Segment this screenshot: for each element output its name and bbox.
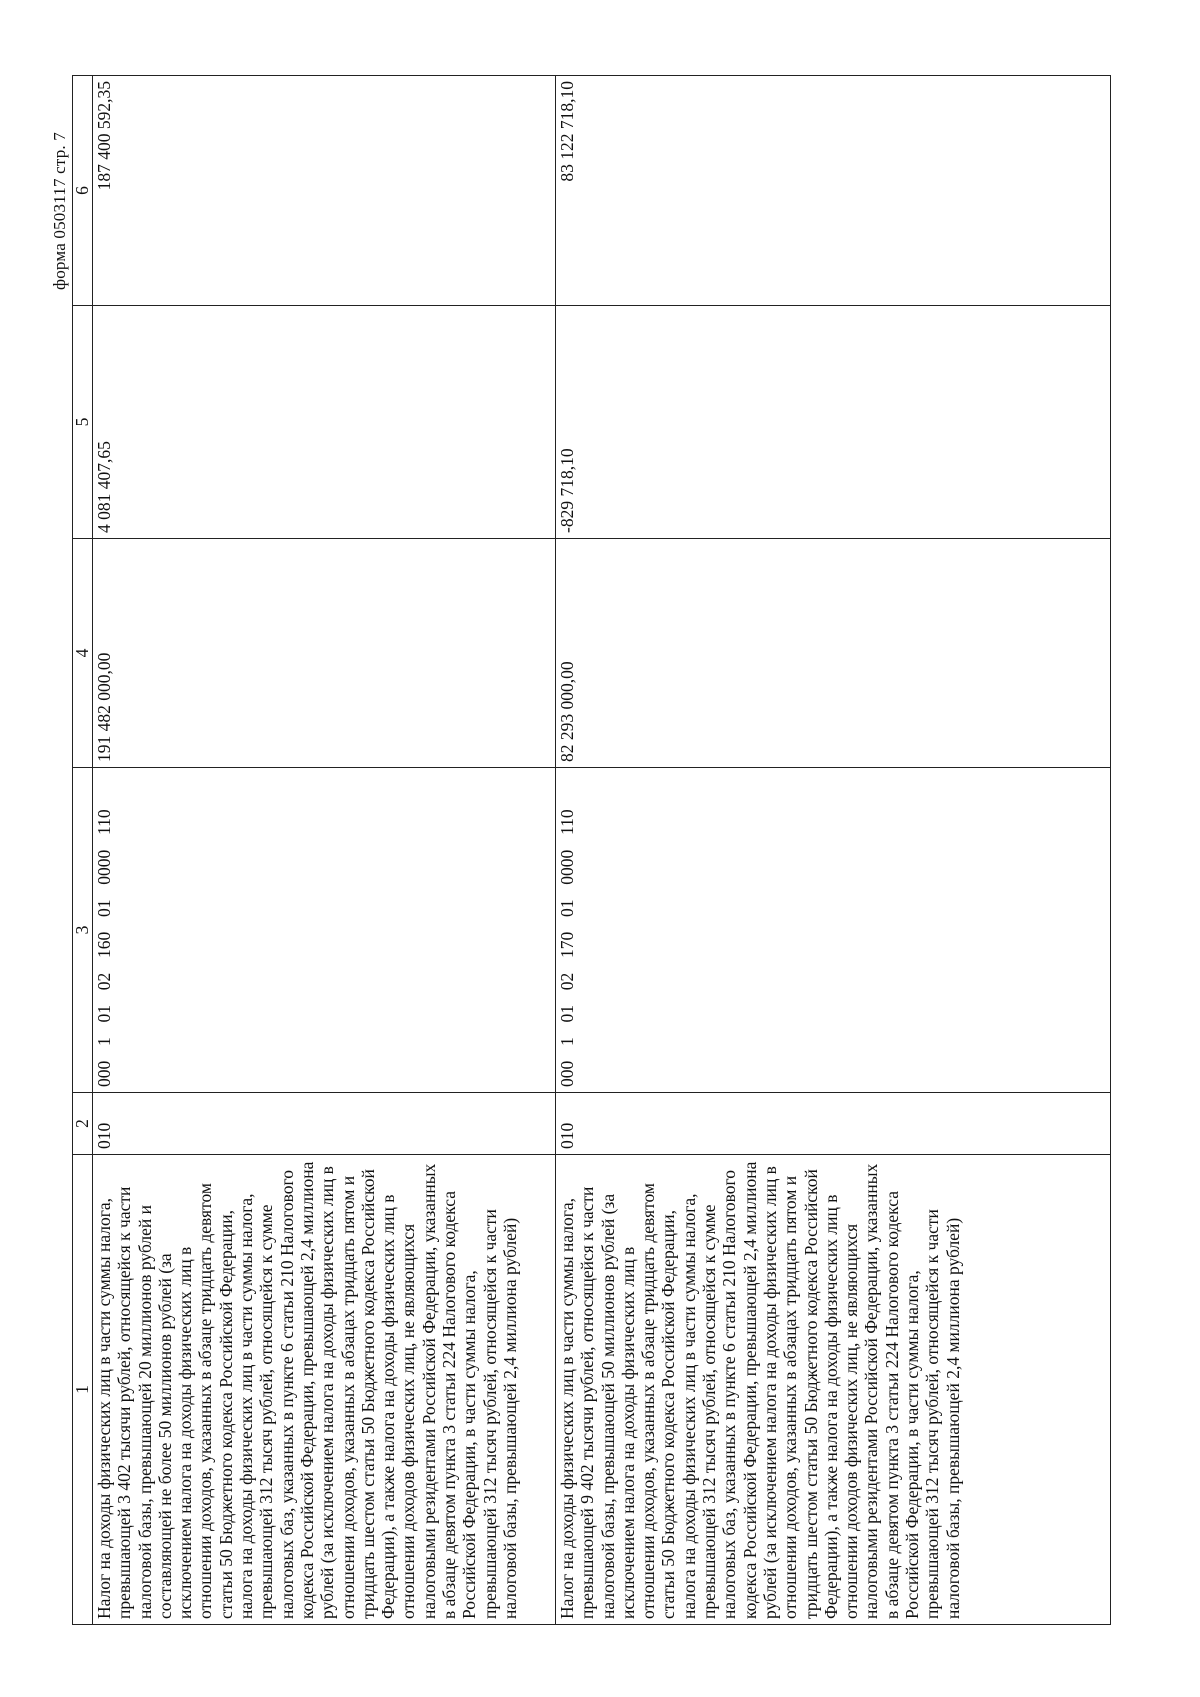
column-number: 5: [73, 306, 93, 539]
column-number: 2: [73, 1093, 93, 1155]
revenue-name-cell: Налог на доходы физических лиц в части суммы налога, превышающей 3 402 тысячи рублей, относящейся к части налоговой базы, превышающей 20 миллионов рублей и составляющей не более 50 миллионов рублей (за исключением налога на доходы физических лиц в отношении доходов, указанных в абзаце тридцать девятом статьи 50 Бюджетного кодекса Российской Федерации, налога на доходы физических лиц в части суммы налога, превышающей 312 тысяч рублей, относящейся к сумме налоговых баз, указанных в пункте 6 статьи 210 Налогового кодекса Российской Федерации, превышающей 2,4 миллиона рублей (за исключением налога на доходы физических лиц в отношении доходов, указанных в абзацах тридцать пятом и тридцать шестом статьи 50 Бюджетного кодекса Российской Федерации), а также налога на доходы физических лиц в отношении доходов физических лиц, не являющихся налоговыми резидентами Российской Федерации, указанных в абзаце девятом пункта 3 статьи 224 Налогового кодекса Российской Федерации, в части суммы налога, превышающей 312 тысяч рублей, относящейся к части налоговой базы, превышающей 2,4 миллиона рублей): [93, 1155, 556, 1625]
not-executed-amount-cell: 187 400 592,35: [93, 76, 556, 306]
executed-amount-cell: 4 081 407,65: [93, 306, 556, 539]
form-label: форма 0503117 стр. 7: [50, 132, 69, 290]
not-executed-amount-cell: 83 122 718,10: [556, 76, 1111, 306]
table-row: [93, 76, 556, 1625]
column-number: 3: [73, 768, 93, 1093]
column-number: 1: [73, 1155, 93, 1625]
revenue-name-cell: Налог на доходы физических лиц в части суммы налога, превышающей 9 402 тысячи рублей, относящейся к части налоговой базы, превышающей 50 миллионов рублей (за исключением налога на доходы физических лиц в отношении доходов, указанных в абзаце тридцать девятом статьи 50 Бюджетного кодекса Российской Федерации, налога на доходы физических лиц в части суммы налога, превышающей 312 тысяч рублей, относящейся к сумме налоговых баз, указанных в пункте 6 статьи 210 Налогового кодекса Российской Федерации, превышающей 2,4 миллиона рублей (за исключением налога на доходы физических лиц в отношении доходов, указанных в абзацах тридцать пятом и тридцать шестом статьи 50 Бюджетного кодекса Российской Федерации), а также налога на доходы физических лиц в отношении доходов физических лиц, не являющихся налоговыми резидентами Российской Федерации, указанных в абзаце девятом пункта 3 статьи 224 Налогового кодекса Российской Федерации, в части суммы налога, превышающей 312 тысяч рублей, относящейся к части налоговой базы, превышающей 2,4 миллиона рублей): [556, 1155, 1111, 1625]
approved-amount-cell: 82 293 000,00: [556, 539, 1111, 768]
column-number-row: [73, 76, 93, 1625]
column-number: 4: [73, 539, 93, 768]
approved-amount-cell: 191 482 000,00: [93, 539, 556, 768]
executed-amount-cell: -829 718,10: [556, 306, 1111, 539]
line-code-cell: 010: [93, 1093, 556, 1155]
budget-code-cell: 000 1 01 02 170 01 0000 110: [556, 768, 1111, 1093]
line-code-cell: 010: [556, 1093, 1111, 1155]
table-row: [556, 76, 1111, 1625]
budget-revenue-table: [72, 75, 1111, 1625]
budget-code-cell: 000 1 01 02 160 01 0000 110: [93, 768, 556, 1093]
column-number: 6: [73, 76, 93, 306]
